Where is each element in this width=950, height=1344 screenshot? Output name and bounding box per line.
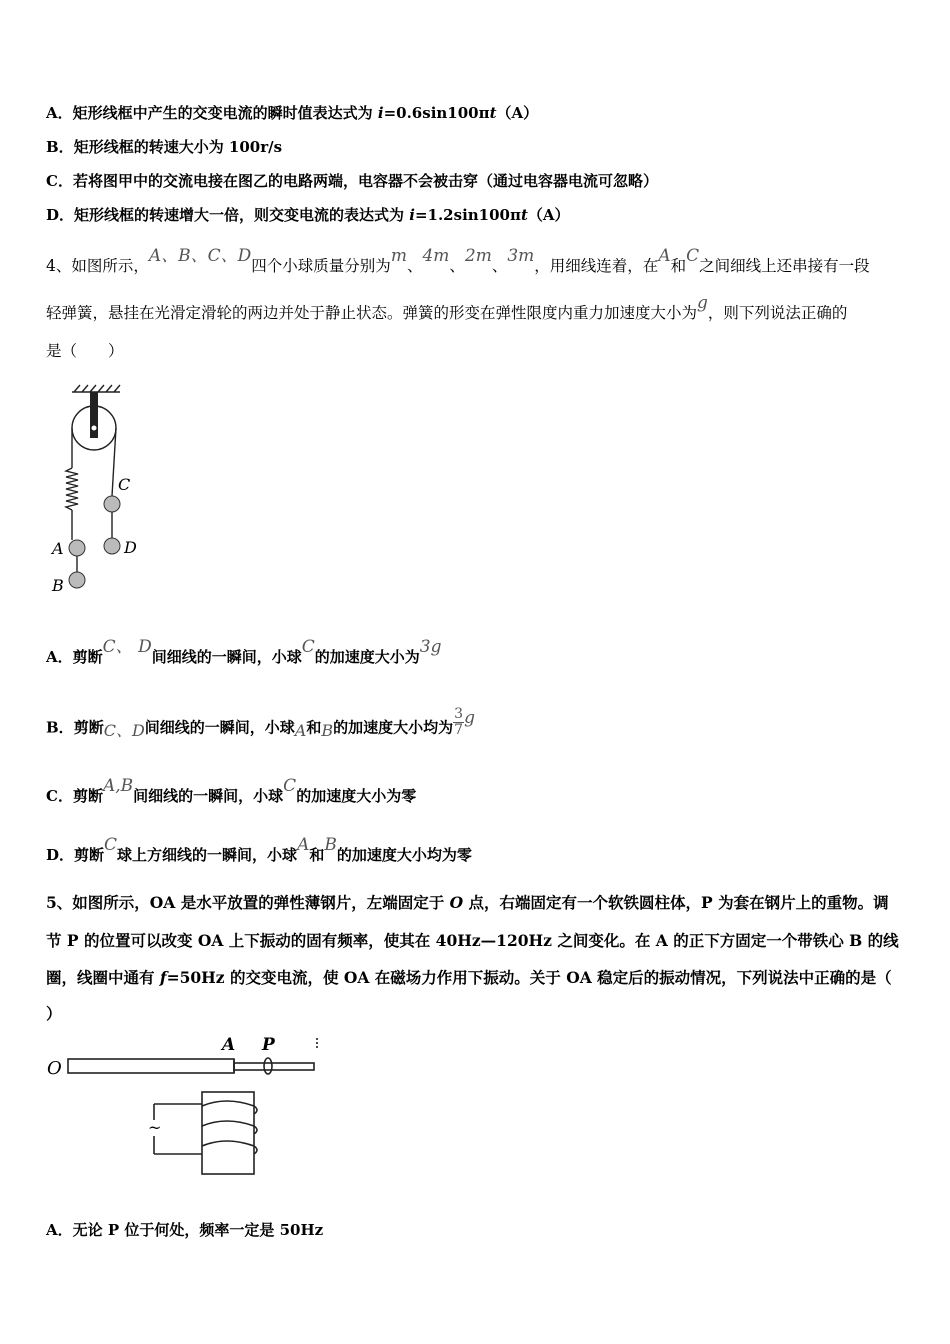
option-label: A．: [46, 648, 73, 666]
q3-option-a: [46, 102, 538, 123]
q5-text: 圈，线圈中通有: [46, 968, 160, 987]
q4-text: 四个小球质量分别为: [251, 257, 391, 275]
option-text: （A）: [527, 206, 570, 224]
math-cd: C、 D: [102, 637, 152, 657]
option-text: 剪断: [74, 846, 105, 864]
q5-text: =50Hz 的交变电流，使 OA 在磁场力作用下振动。关于 OA 稳定后的振动情况，下列说法中正确的是（: [166, 968, 892, 987]
option-label: C．: [46, 172, 73, 190]
math-g: g: [464, 707, 475, 728]
var-t: t: [489, 104, 497, 122]
option-text: 矩形线框的转速大小为 100r/s: [73, 138, 283, 156]
math-m2: 4m: [422, 246, 450, 266]
option-text: 无论 P 位于何处，频率一定是 50Hz: [72, 1221, 324, 1239]
and: 和: [306, 718, 322, 737]
math-m3: 2m: [464, 246, 492, 266]
var-i: i: [377, 104, 384, 122]
label-c: C: [118, 475, 131, 494]
q5-stem-line1: [46, 891, 889, 913]
q5-text: 节 P 的位置可以改变 OA 上下振动的固有频率，使其在 40Hz—120Hz 之间变化。在 A 的正下方固定一个带铁心 B 的线: [46, 931, 899, 950]
label-b: B: [52, 576, 64, 595]
math-g: g: [697, 293, 708, 313]
math-b: B: [321, 720, 334, 740]
math-m4: 3m: [507, 246, 535, 266]
var-i: i: [409, 206, 415, 224]
q4-text: ，用细线连着，在: [534, 257, 659, 275]
q4-option-a: [46, 637, 442, 667]
math-c: C: [283, 776, 297, 796]
ball-c: [104, 496, 120, 512]
math-a: A: [658, 246, 671, 266]
option-text: 剪断: [73, 718, 104, 737]
q5-text: ）: [46, 1004, 62, 1023]
math-cd: C、D: [103, 720, 145, 740]
ball-d: [104, 538, 120, 554]
q5-stem-line2: [46, 929, 899, 951]
option-text: 矩形线框的转速增大一倍，则交变电流的表达式为: [74, 206, 410, 224]
strip-oa: [68, 1059, 234, 1073]
sep: 、: [449, 257, 465, 275]
steel-strip-figure: [44, 1030, 334, 1180]
ball-b: [69, 572, 85, 588]
q3-option-c: [46, 170, 658, 191]
q4-option-d: [46, 835, 472, 865]
frac-num: 3: [454, 706, 464, 722]
option-label: D．: [46, 206, 75, 224]
q4-text: ，则下列说法正确的: [707, 304, 848, 322]
and: 和: [309, 846, 325, 864]
q4-stem-line3: [46, 339, 124, 361]
option-text: 矩形线框中产生的交变电流的瞬时值表达式为: [72, 104, 378, 122]
option-label: A．: [46, 104, 73, 122]
math-c: C: [686, 246, 700, 266]
option-label: A．: [46, 1221, 73, 1239]
sep: 、: [406, 257, 423, 275]
math-c: C: [301, 637, 315, 657]
option-text: 的加速度大小均为: [333, 718, 454, 737]
label-a: A: [52, 539, 64, 558]
option-text: 间细线的一瞬间，小球: [144, 718, 295, 737]
ball-a: [69, 540, 85, 556]
label-p: P: [262, 1035, 275, 1055]
q5-stem-line3: [46, 966, 892, 988]
var-t: t: [520, 206, 528, 224]
q4-stem-line2: [46, 293, 848, 323]
math-balls: A、B、C、D: [148, 246, 252, 266]
ac-symbol: ~: [148, 1118, 162, 1137]
q4-option-c: [46, 776, 417, 806]
frac-den: 7: [454, 722, 464, 738]
option-text: 间细线的一瞬间，小球: [133, 787, 284, 805]
var-f: f: [159, 968, 167, 987]
sep: 、: [491, 257, 508, 275]
strip-end: [234, 1063, 314, 1070]
math-a: A: [297, 835, 310, 855]
option-text: 的加速度大小为零: [296, 787, 417, 805]
weight-p: [264, 1058, 272, 1074]
option-text: =0.6sin100π: [383, 104, 490, 122]
option-text: 球上方细线的一瞬间，小球: [117, 846, 298, 864]
var-o: O: [449, 893, 464, 912]
option-text: 若将图甲中的交流电接在图乙的电路两端，电容器不会被击穿（通过电容器电流可忽略）: [72, 172, 658, 190]
option-text: 剪断: [72, 787, 103, 805]
math-3g: 3g: [419, 637, 442, 657]
q4-text: 轻弹簧，悬挂在光滑定滑轮的两边并处于静止状态。弹簧的形变在弹性限度内重力加速度大小为: [46, 304, 698, 322]
option-text: （A）: [496, 104, 539, 122]
option-label: B．: [46, 138, 74, 156]
math-m1: m: [390, 246, 407, 266]
math-b: B: [324, 835, 337, 855]
q5-option-a: [46, 1219, 323, 1240]
q3-option-b: [46, 136, 282, 157]
q3-option-d: [46, 204, 570, 225]
option-label: D．: [46, 846, 75, 864]
fraction-3-7: [453, 707, 464, 738]
q5-text: 点，右端固定有一个软铁圆柱体，P 为套在钢片上的重物。调: [463, 893, 889, 912]
q4-text: 之间细线上还串接有一段: [699, 257, 870, 275]
label-a: A: [222, 1035, 236, 1055]
option-text: 间细线的一瞬间，小球: [151, 648, 302, 666]
q4-prefix: 4、如图所示，: [46, 257, 149, 275]
option-text: =1.2sin100π: [414, 206, 521, 224]
label-d: D: [124, 538, 137, 557]
option-text: 的加速度大小为: [314, 648, 420, 666]
and: 和: [670, 257, 687, 275]
q4-option-b: [46, 706, 475, 744]
q4-text: 是（ ）: [46, 342, 124, 360]
option-label: C．: [46, 787, 73, 805]
label-o: O: [47, 1058, 62, 1079]
q5-text: 5、如图所示，OA 是水平放置的弹性薄钢片，左端固定于: [46, 893, 450, 912]
option-text: 的加速度大小均为零: [336, 846, 472, 864]
math-a: A: [294, 720, 307, 740]
option-text: 剪断: [72, 648, 103, 666]
q4-stem-line1: [46, 246, 870, 276]
q5-stem-line4: [46, 1002, 62, 1024]
pulley-figure: [44, 380, 154, 600]
math-c: C: [104, 835, 118, 855]
math-ab: A,B: [102, 776, 134, 796]
option-label: B．: [46, 718, 74, 737]
